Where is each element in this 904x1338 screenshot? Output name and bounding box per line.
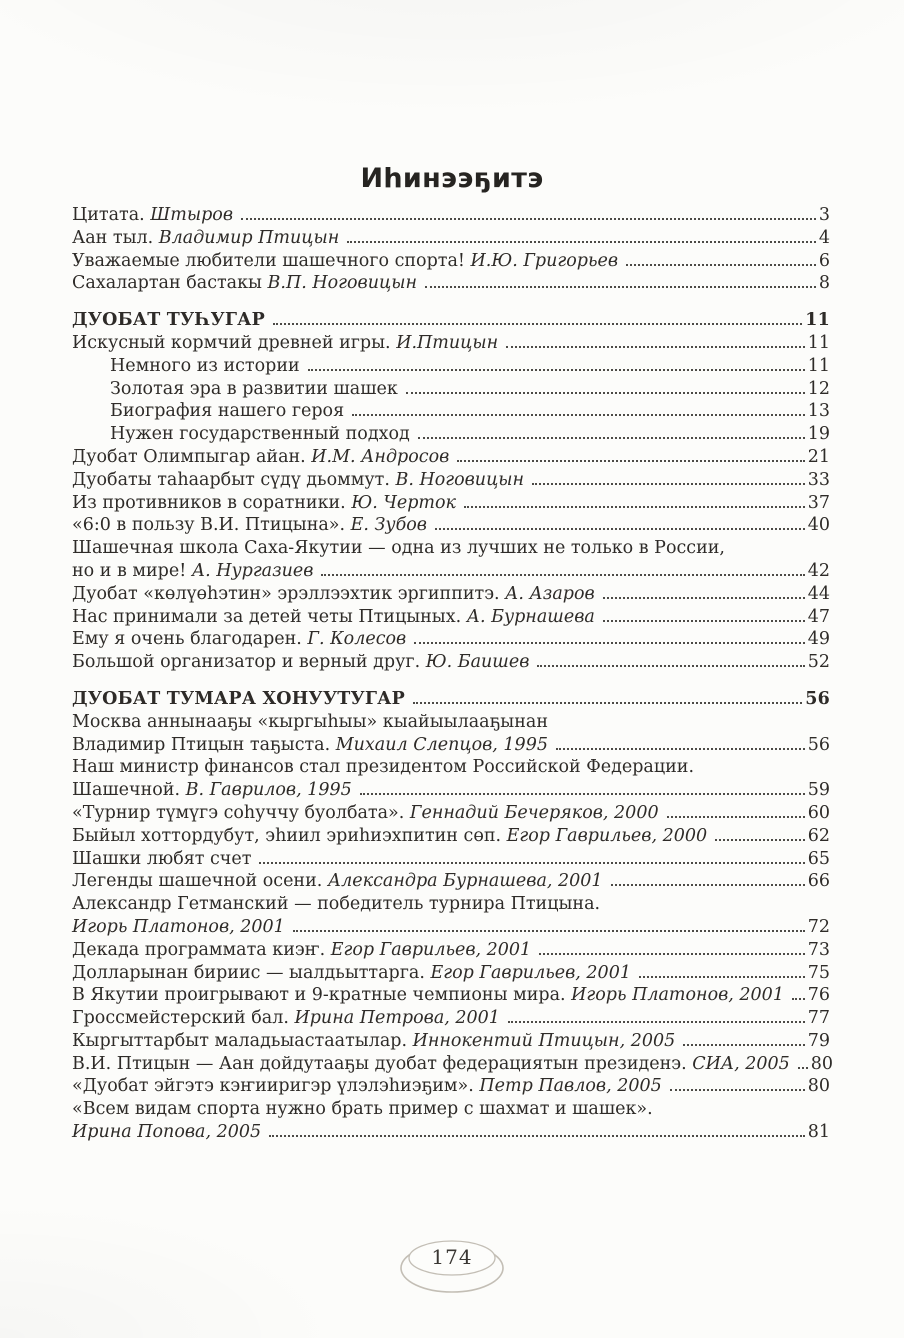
toc-entry-text: Гроссмейстерский бал.	[72, 1008, 295, 1029]
toc-entry-author: Ю. Баишев	[425, 652, 530, 673]
dot-leader	[639, 976, 805, 978]
dot-leader	[603, 597, 805, 599]
toc-entry-page: 56	[805, 688, 830, 709]
toc-entry-title	[72, 309, 265, 332]
dot-leader	[667, 816, 805, 818]
toc-entry	[72, 825, 830, 848]
toc-entry-author: Иннокентий Птицын, 2005	[412, 1030, 676, 1051]
toc-entry-text: Аан тыл.	[72, 227, 159, 248]
toc-entry	[72, 939, 830, 962]
toc-entry-author: Игорь Платонов, 2001	[571, 985, 784, 1006]
toc-entry-page: 6	[818, 250, 830, 271]
toc-entry	[72, 446, 830, 469]
toc-entry	[72, 984, 830, 1007]
toc-entry-text: Уважаемые любители шашечного спорта!	[72, 250, 471, 271]
toc-entry-text: Нас принимали за детей четы Птицыных.	[72, 606, 467, 627]
toc-entry-author: В. Ноговицын	[395, 469, 525, 490]
toc-entry	[72, 628, 830, 651]
toc-entry-title	[72, 1030, 675, 1053]
toc-entry-title	[72, 962, 631, 985]
toc-entry-author: Игорь Платонов, 2001	[72, 916, 285, 937]
toc-entry-author: И.Птицын	[396, 332, 499, 353]
toc-entry-author: Егор Гаврильев, 2001	[330, 939, 532, 960]
toc-entry	[72, 734, 830, 757]
toc-entry-title	[72, 583, 595, 606]
toc-entry	[72, 1121, 830, 1144]
toc-entry-text: Легенды шашечной осени.	[72, 871, 328, 892]
toc-entry	[72, 870, 830, 893]
toc-entry	[72, 204, 830, 227]
toc-entry-title	[110, 378, 398, 401]
toc-entry-page: 11	[807, 332, 830, 353]
toc-entry-author: В. Гаврилов, 1995	[185, 780, 352, 801]
toc-entry	[72, 916, 830, 939]
toc-entry-author: Владимир Птицын	[158, 227, 340, 248]
toc-entry-text: «6:0 в пользу В.И. Птицына».	[72, 515, 351, 536]
toc-entry-title	[72, 848, 251, 871]
toc-entry	[72, 688, 830, 711]
toc-entry	[72, 560, 830, 583]
dot-leader	[556, 748, 805, 750]
toc-entry-title	[72, 651, 529, 674]
toc-entry-text: Декада программата киэҥ.	[72, 939, 331, 960]
dot-leader	[611, 884, 805, 886]
toc-entry-title	[72, 250, 618, 273]
toc-entry-page: 11	[807, 355, 830, 376]
toc-entry-author: И.Ю. Григорьев	[470, 250, 619, 271]
toc-entry	[72, 537, 830, 560]
toc-entry	[72, 332, 830, 355]
toc-entry-text: Александр Гетманский — победитель турнира Птицына.	[72, 894, 601, 915]
toc-entry-text: Владимир Птицын таҕыста.	[72, 734, 336, 755]
toc-entry-page: 60	[807, 802, 830, 823]
toc-entry-author: А. Бурнашева	[466, 606, 595, 627]
toc-entry-title	[110, 400, 344, 423]
toc-entry-title	[72, 1098, 653, 1121]
toc-entry-text: Цитата.	[72, 205, 151, 225]
dot-leader	[670, 1089, 805, 1091]
toc-entry-title	[72, 1075, 662, 1098]
dot-leader	[537, 665, 804, 667]
toc-entry-text: Золотая эра в развитии шашек	[110, 378, 398, 399]
toc-entry	[72, 1053, 834, 1076]
toc-entry-text: ДУОБАТ ТУМАРА ХОНУУТУГАР	[72, 688, 405, 709]
toc-entry-author: Александра Бурнашева, 2001	[327, 871, 603, 892]
toc-entry	[72, 962, 830, 985]
toc-entry-author: Геннадий Бечеряков, 2000	[409, 802, 659, 823]
toc-entry-author: Ю. Черток	[351, 492, 456, 513]
toc-entry-title	[72, 688, 405, 711]
toc-entry	[72, 355, 830, 378]
toc-entry	[72, 606, 830, 629]
toc-entry-title	[72, 825, 707, 848]
toc-entry	[72, 893, 830, 916]
toc-entry-author: Егор Гаврильев, 2001	[430, 962, 631, 983]
toc-entry-page: 77	[807, 1008, 830, 1029]
toc-entry-title	[72, 606, 595, 629]
toc-entry-page: 4	[818, 227, 830, 248]
toc-entry-text: Дуобат Олимпыгар айан.	[72, 446, 312, 467]
toc-entry-title	[72, 204, 233, 227]
toc-entry	[72, 711, 830, 734]
toc-entry-text: Кыргыттарбыт маладьыастаатылар.	[72, 1030, 413, 1051]
toc-entry-text: Шашечная школа Саха-Якутии — одна из лучших не только в России,	[72, 538, 725, 559]
toc-entry-page: 40	[807, 515, 830, 536]
dot-leader	[435, 528, 805, 530]
toc-entry-text: В Якутии проигрывают и 9-кратные чемпионы мира.	[72, 985, 572, 1006]
toc-entry-author: Егор Гаврильев, 2000	[506, 825, 708, 846]
toc-entry-text: «Дуобат эйгэтэ кэҥииригэр үлэлэһиэҕим».	[72, 1076, 480, 1097]
dot-leader	[241, 218, 816, 220]
toc-entry	[72, 423, 830, 446]
toc-entry-title	[72, 227, 339, 250]
toc-entry-text: Дуобаты таһаарбыт сүдү дьоммут.	[72, 469, 396, 490]
toc-entry-text: Долларынан бириис — ыалдьыттарга.	[72, 962, 431, 983]
toc-entry	[72, 272, 830, 295]
toc-entry-text: В.И. Птицын — Аан дойдутааҕы дуобат федерациятын президенэ.	[72, 1053, 693, 1074]
toc-entry	[72, 1007, 830, 1030]
dot-leader	[321, 574, 804, 576]
dot-leader	[418, 437, 805, 439]
toc-entry-author: А. Нургазиев	[191, 560, 314, 581]
dot-leader	[259, 862, 804, 864]
toc-entry-title	[72, 984, 784, 1007]
toc-entry-page: 37	[807, 492, 830, 513]
dot-leader	[308, 369, 805, 371]
toc-entry-page: 73	[807, 939, 830, 960]
toc-entry	[72, 802, 830, 825]
toc-entry-text: Ему я очень благодарен.	[72, 629, 308, 650]
toc-entry-title	[72, 469, 524, 492]
toc-entry-title	[72, 734, 548, 757]
toc-entry-text: ДУОБАТ ТУҺУГАР	[72, 310, 265, 331]
toc-entry-author: Петр Павлов, 2005	[479, 1076, 662, 1097]
toc-entry	[72, 583, 830, 606]
toc-entry	[72, 469, 830, 492]
toc-entry-page: 81	[807, 1122, 830, 1143]
toc-entry-title	[72, 711, 548, 734]
page-footer	[0, 1232, 904, 1296]
dot-leader	[683, 1044, 804, 1046]
toc-entry-page: 62	[807, 825, 830, 846]
toc-entry	[72, 514, 830, 537]
dot-leader	[798, 1067, 808, 1069]
toc-entry-text: Наш министр финансов стал президентом Российской Федерации.	[72, 757, 695, 778]
dot-leader	[715, 839, 805, 841]
toc-entry	[72, 227, 830, 250]
toc-entry-title	[72, 870, 603, 893]
toc-entry-author: Штыров	[150, 205, 234, 225]
toc-entry-text: Дуобат «көлүөһэтин» эрэллээхтик эргиппитэ.	[72, 583, 506, 604]
toc-entry	[72, 250, 830, 273]
toc-entry-author: В.П. Ноговицын	[267, 273, 417, 294]
page-title: Иһинээҕитэ	[360, 163, 544, 194]
toc-entry-title	[72, 893, 600, 916]
toc-entry-title	[72, 916, 285, 939]
toc-entry	[72, 1075, 830, 1098]
toc-entry-title	[72, 446, 449, 469]
toc-entry-page: 47	[807, 606, 830, 627]
toc-entry-page: 11	[805, 310, 830, 331]
toc-entry-page: 56	[807, 734, 830, 755]
toc-entry	[72, 651, 830, 674]
toc-entry-author: А. Азаров	[505, 583, 595, 604]
toc-entry-title	[72, 1121, 261, 1144]
toc-entry	[72, 779, 830, 802]
toc-entry-author: Ирина Попова, 2005	[72, 1122, 262, 1143]
toc-entry	[72, 378, 830, 401]
dot-leader	[792, 998, 805, 1000]
toc-entry-text: Биография нашего героя	[110, 401, 345, 422]
toc-entry-text: Сахалартан бастакы	[72, 273, 268, 294]
toc-entry-page: 75	[807, 962, 830, 983]
toc-entry-page: 13	[807, 401, 830, 422]
toc-entry-text: Москва аннынааҕы «кыргыһыы» кыайыылааҕынан	[72, 711, 548, 732]
toc-entry-page: 3	[818, 205, 830, 225]
dot-leader	[269, 1135, 805, 1137]
dot-leader	[293, 930, 805, 932]
toc-entry-title	[72, 514, 427, 537]
dot-leader	[413, 702, 802, 704]
dot-leader	[457, 460, 804, 462]
toc-entry-text: Искусный кормчий древней игры.	[72, 332, 397, 353]
toc-entry	[72, 492, 830, 515]
toc-entry-page: 52	[807, 652, 830, 673]
folio-ornament	[396, 1232, 508, 1296]
toc-entry-page: 8	[818, 273, 830, 294]
table-of-contents	[72, 204, 834, 1144]
toc-entry-text: Шашечной.	[72, 780, 186, 801]
toc-entry	[72, 756, 830, 779]
dot-leader	[425, 286, 816, 288]
dot-leader	[464, 506, 805, 508]
toc-entry-title	[110, 355, 300, 378]
folio-page-number: 174	[431, 1245, 473, 1269]
toc-entry-page: 12	[807, 378, 830, 399]
toc-entry-title	[72, 492, 456, 515]
toc-entry-title	[72, 272, 417, 295]
toc-entry	[72, 1030, 830, 1053]
toc-entry-page: 33	[807, 469, 830, 490]
toc-entry-page: 76	[807, 985, 830, 1006]
toc-entry-page: 80	[810, 1053, 834, 1074]
toc-entry-title	[72, 628, 406, 651]
dot-leader	[539, 953, 805, 955]
dot-leader	[352, 414, 805, 416]
toc-entry-page: 44	[807, 583, 830, 604]
toc-entry	[72, 309, 830, 332]
dot-leader	[508, 1021, 805, 1023]
toc-entry-author: СИА, 2005	[692, 1053, 790, 1074]
toc-entry	[72, 1098, 830, 1121]
toc-entry-text: «Турнир түмүгэ соһуччу буолбата».	[72, 802, 410, 823]
toc-entry-text: «Всем видам спорта нужно брать пример с шахмат и шашек».	[72, 1099, 653, 1120]
toc-entry-text: Немного из истории	[110, 355, 300, 376]
toc-entry-page: 80	[807, 1076, 830, 1097]
toc-entry-author: Г. Колесов	[307, 629, 407, 650]
toc-entry-text: но и в мире!	[72, 560, 192, 581]
toc-entry	[72, 848, 830, 871]
toc-entry-page: 19	[807, 424, 830, 445]
toc-entry-title	[72, 779, 352, 802]
toc-entry-page: 49	[807, 629, 830, 650]
toc-entry-title	[72, 756, 694, 779]
dot-leader	[273, 323, 802, 325]
toc-entry	[72, 400, 830, 423]
toc-entry-title	[72, 939, 531, 962]
toc-entry-title	[72, 1007, 500, 1030]
toc-entry-title	[72, 332, 498, 355]
toc-entry-text: Шашки любят счет	[72, 848, 252, 869]
toc-entry-page: 72	[807, 916, 830, 937]
toc-entry-page: 42	[807, 560, 830, 581]
toc-entry-text: Из противников в соратники.	[72, 492, 352, 513]
toc-entry-page: 59	[807, 780, 830, 801]
toc-entry-page: 66	[807, 871, 830, 892]
toc-entry-author: Михаил Слепцов, 1995	[335, 734, 548, 755]
toc-entry-text: Нужен государственный подход	[110, 424, 410, 445]
toc-entry-title	[72, 537, 725, 560]
toc-entry-title	[110, 423, 410, 446]
dot-leader	[347, 241, 816, 243]
toc-entry-author: Е. Зубов	[350, 515, 427, 536]
toc-entry-page: 79	[807, 1030, 830, 1051]
toc-entry-title	[72, 1053, 790, 1076]
toc-entry-page: 65	[807, 848, 830, 869]
dot-leader	[506, 346, 805, 348]
toc-entry-author: И.М. Андросов	[311, 446, 450, 467]
toc-entry-author: Ирина Петрова, 2001	[294, 1008, 500, 1029]
dot-leader	[406, 392, 805, 394]
toc-entry-text: Большой организатор и верный друг.	[72, 652, 426, 673]
dot-leader	[532, 483, 805, 485]
toc-entry-text: Быйыл хоттордубут, эһиил эриһиэхпитин сөп.	[72, 825, 507, 846]
dot-leader	[626, 264, 816, 266]
toc-entry-title	[72, 560, 313, 583]
toc-entry-title	[72, 802, 659, 825]
toc-entry-page: 21	[807, 446, 830, 467]
dot-leader	[603, 620, 805, 622]
dot-leader	[360, 793, 805, 795]
dot-leader	[414, 642, 804, 644]
